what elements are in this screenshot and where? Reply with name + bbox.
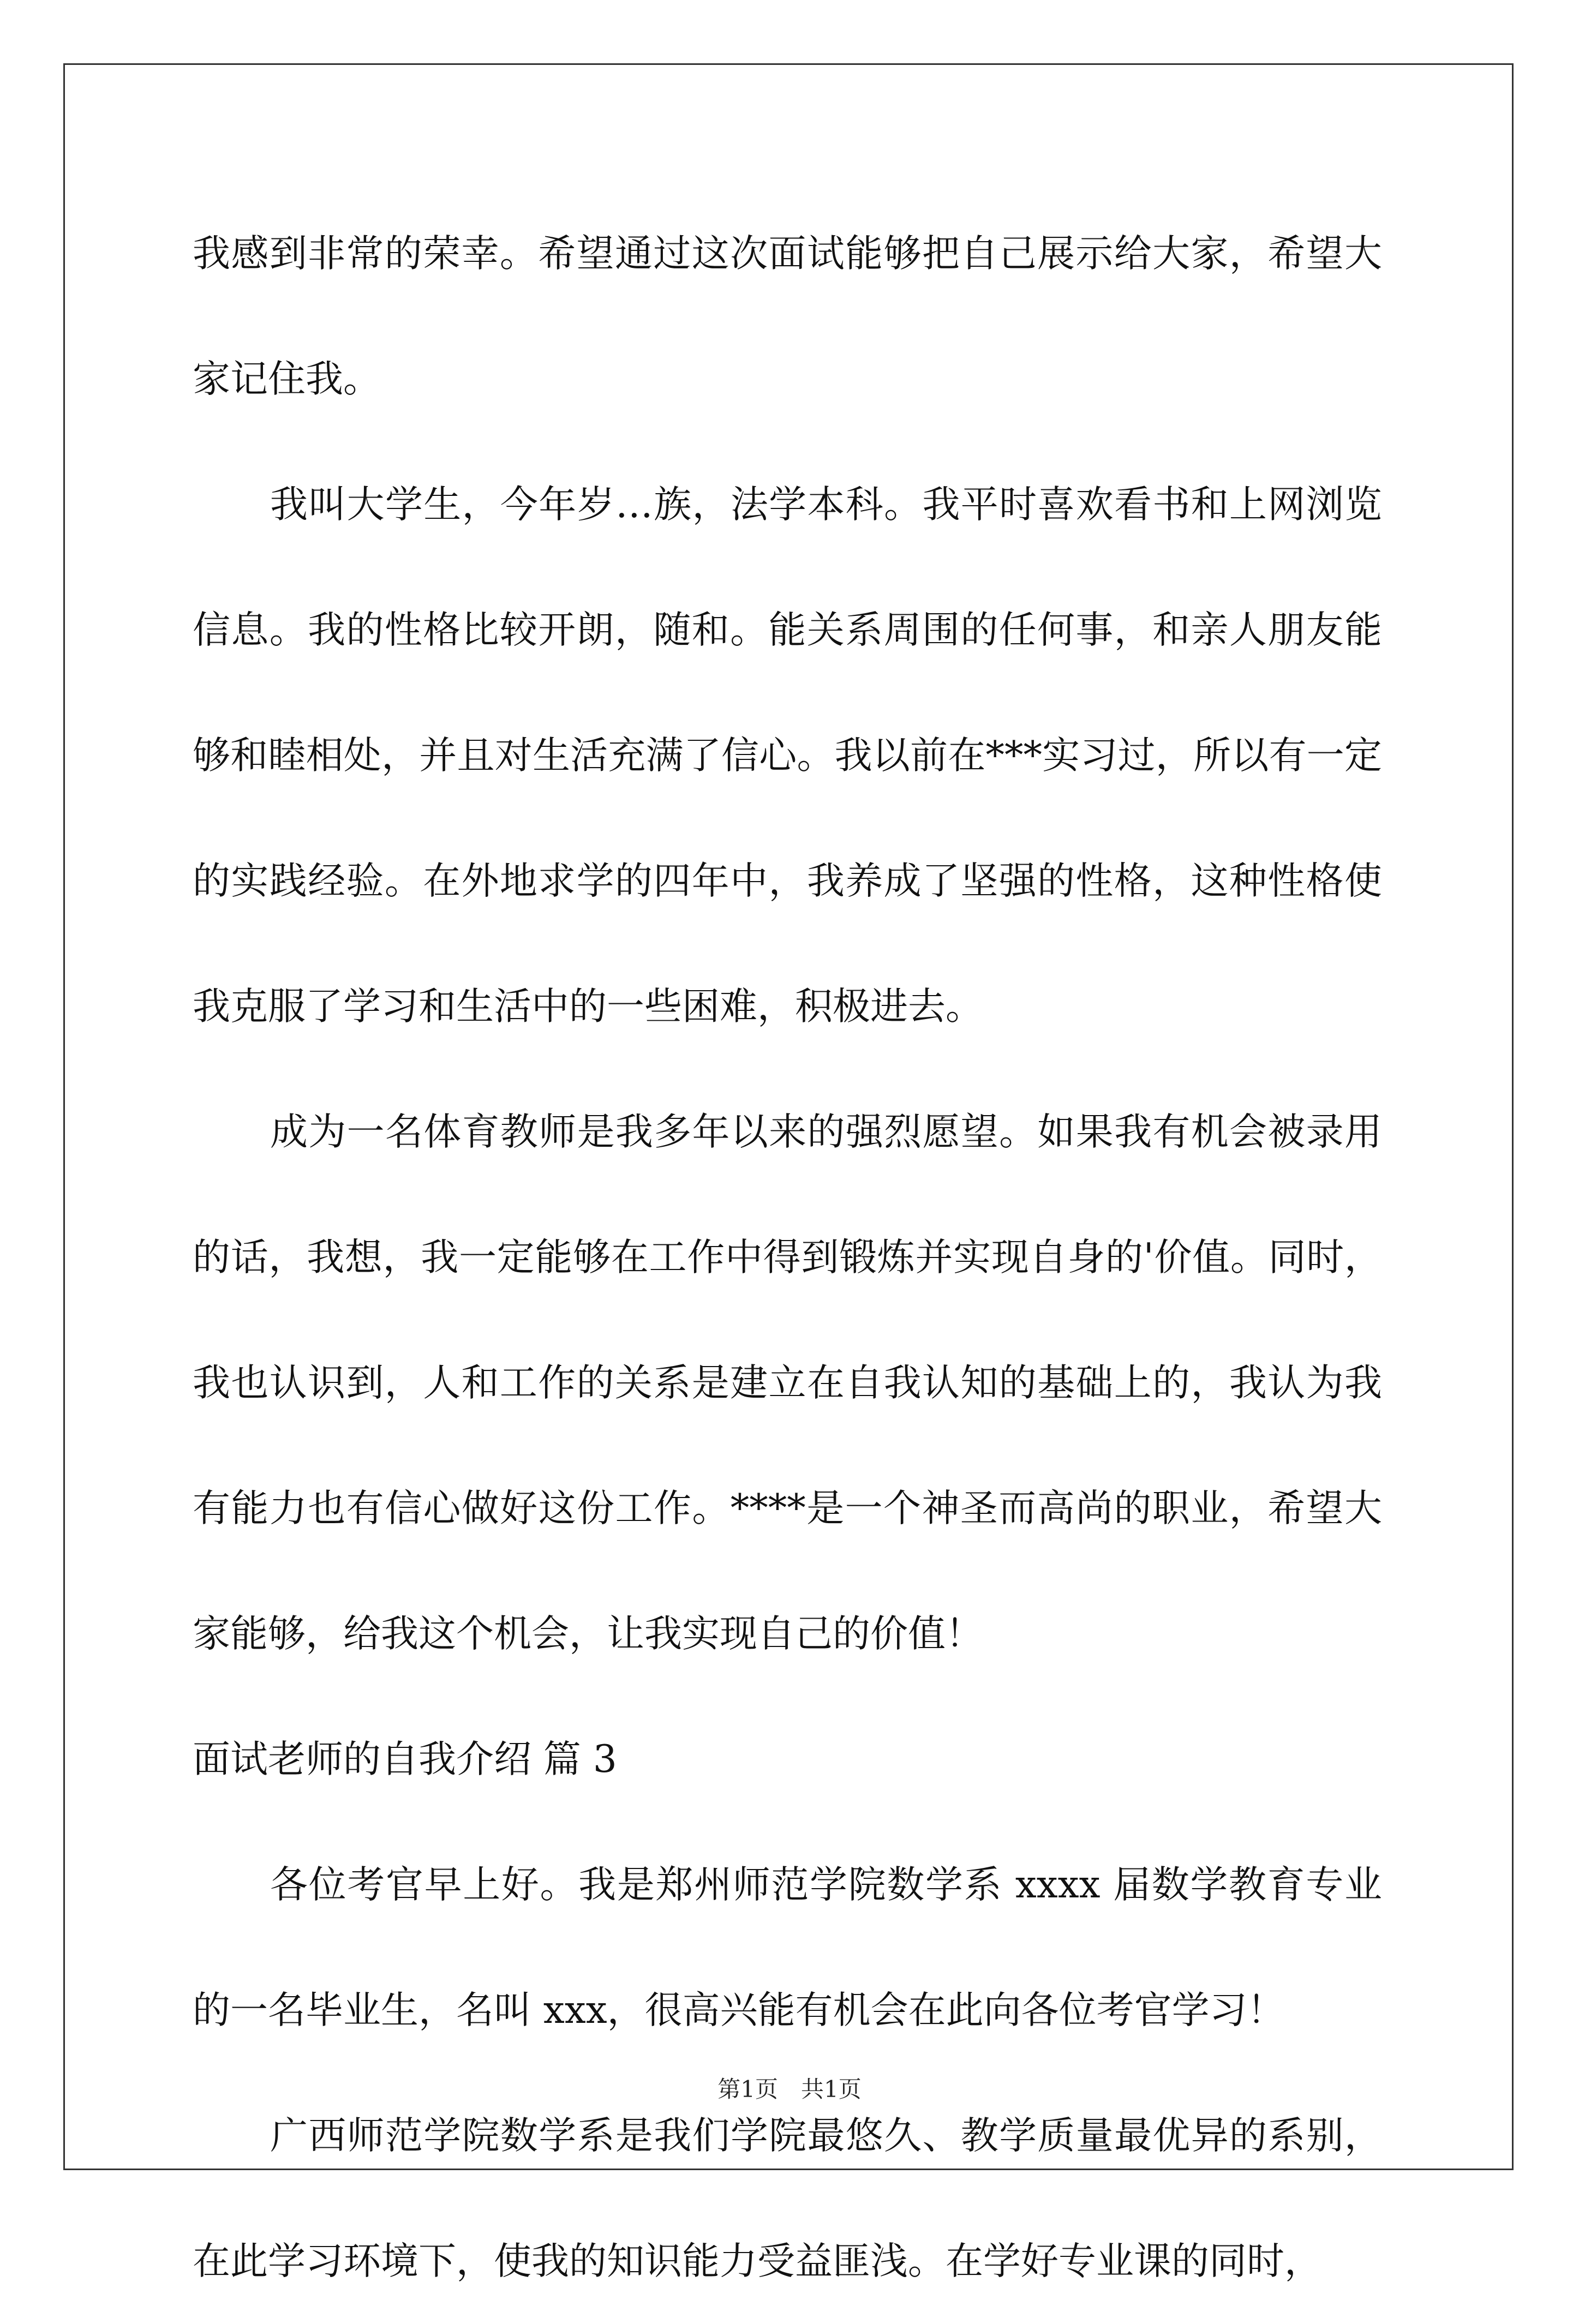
paragraph-4: 各位考官早上好。我是郑州师范学院数学系 xxxx 届数学教育专业的一名毕业生，名叫 xxx，很高兴能有机会在此向各位考官学习！ <box>193 1863 1382 2032</box>
paragraph-3: 成为一名体育教师是我多年以来的强烈愿望。如果我有机会被录用的话，我想，我一定能够在工作中得到锻炼并实现自身的'价值。同时，我也认识到，人和工作的关系是建立在自我认知的基础上的，我认为我有能力也有信心做好这份工作。****是一个神圣而高尚的职业，希望大家能够，给我这个机会，让我实现自己的价值！ <box>193 1110 1382 1656</box>
paragraph-5: 广西师范学院数学系是我们学院最悠久、教学质量最优异的系别，在此学习环境下，使我的知识能力受益匪浅。在学好专业课的同时， <box>193 2114 1382 2283</box>
paragraph-1: 我感到非常的荣幸。希望通过这次面试能够把自己展示给大家，希望大家记住我。 <box>193 232 1382 401</box>
paragraph-2: 我叫大学生，今年岁…族，法学本科。我平时喜欢看书和上网浏览信息。我的性格比较开朗，随和。能关系周围的任何事，和亲人朋友能够和睦相处，并且对生活充满了信心。我以前在***实习过，所以有一定的实践经验。在外地求学的四年中，我养成了坚强的性格，这种性格使我克服了学习和生活中的一些困难，积极进去。 <box>193 483 1382 1028</box>
section-heading: 面试老师的自我介绍 篇 3 <box>193 1738 617 1781</box>
document-body <box>193 191 1382 2324</box>
page-footer: 第1页 共1页 <box>717 2076 862 2103</box>
